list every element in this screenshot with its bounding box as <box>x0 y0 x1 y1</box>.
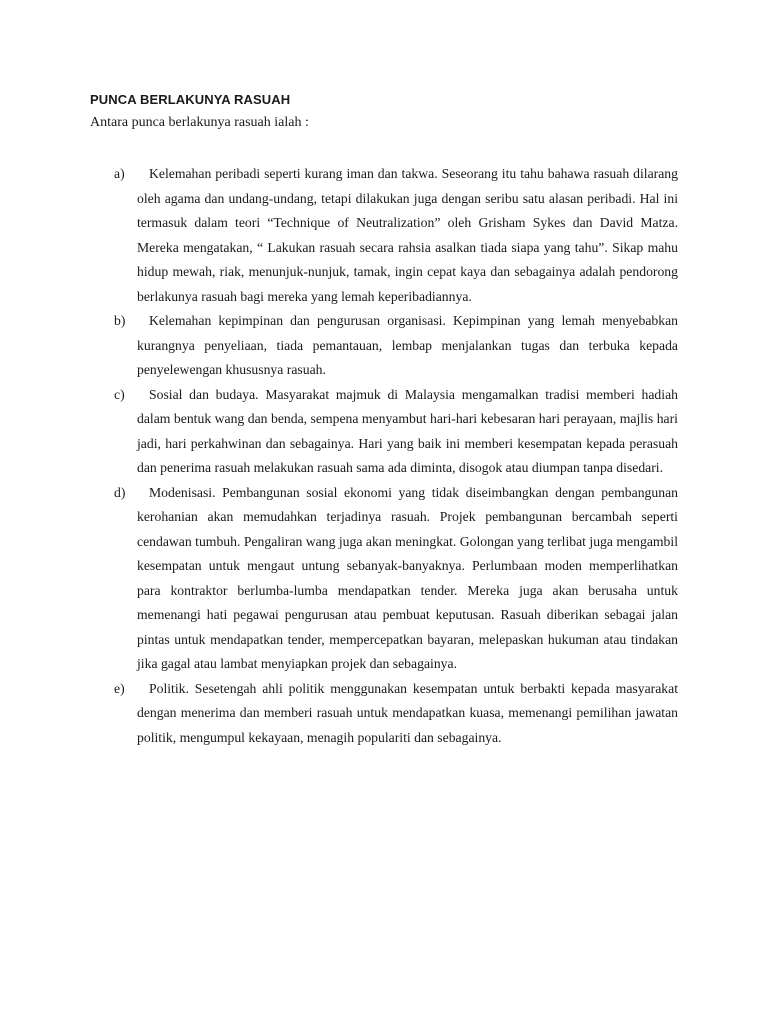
list-item-b <box>114 309 678 383</box>
list-item-text: Kelemahan kepimpinan dan pengurusan organisasi. Kepimpinan yang lemah menyebabkan kurangnya penyeliaan, tiada pemantauan, lembap menjalankan tugas dan terbuka kepada penyelewengan khususnya rasuah. <box>137 313 678 377</box>
list-marker: a) <box>114 166 125 181</box>
list-marker: c) <box>114 386 125 402</box>
list-item-text: Politik. Sesetengah ahli politik menggunakan kesempatan untuk berbakti kepada masyarakat dengan menerima dan memberi rasuah untuk mendapatkan kuasa, memenangi pemilihan jawatan politik, mengumpul kekayaan, menagih populariti dan sebagainya. <box>137 680 678 745</box>
list-item-e <box>114 677 678 751</box>
page-title: PUNCA BERLAKUNYA RASUAH <box>90 92 291 107</box>
list-item-text: Kelemahan peribadi seperti kurang iman dan takwa. Seseorang itu tahu bahawa rasuah dilarang oleh agama dan undang-undang, tetapi dilakukan juga dengan seribu satu alasan peribadi. Hal ini termasuk dalam teori “Technique of Neutralization” oleh Grisham Sykes dan David Matza. Mereka mengatakan, “ Lakukan rasuah secara rahsia asalkan tiada siapa yang tahu”. Sikap mahu hidup mewah, riak, menunjuk-nunjuk, tamak, ingin cepat kaya dan sebagainya adalah pendorong berlakunya rasuah bagi mereka yang lemah keperibadiannya. <box>137 166 678 304</box>
list-item-a <box>114 162 678 309</box>
list-marker: e) <box>114 680 125 696</box>
list-item-text: Sosial dan budaya. Masyarakat majmuk di Malaysia mengamalkan tradisi memberi hadiah dalam bentuk wang dan benda, sempena menyambut hari-hari kebesaran hari perayaan, majlis hari jadi, hari perkahwinan dan sebagainya. Hari yang baik ini memberi kesempatan kepada perasuah dan penerima rasuah melakukan rasuah sama ada diminta, disogok atau diumpan tanpa disedari. <box>137 386 678 475</box>
list-item-d <box>114 481 678 677</box>
list-marker: d) <box>114 484 126 500</box>
causes-list <box>114 162 678 750</box>
list-marker: b) <box>114 313 126 328</box>
list-item-text: Modenisasi. Pembangunan sosial ekonomi yang tidak diseimbangkan dengan pembangunan kerohanian akan memudahkan terjadinya rasuah. Projek pembangunan bercambah seperti cendawan tumbuh. Pengaliran wang juga akan meningkat. Golongan yang terlibat juga mengambil kesempatan untuk mengaut untung sebanyak-banyaknya. Perlumbaan moden memperlihatkan para kontraktor berlumba-lumba mendapatkan tender. Mereka juga akan berusaha untuk memenangi hati pegawai pengurusan atau pembuat keputusan. Rasuah diberikan sebagai jalan pintas untuk mendapatkan tender, mempercepatkan bayaran, melepaskan hukuman atau tindakan jika gagal atau lambat menyiapkan projek dan sebagainya. <box>137 484 678 671</box>
intro-text: Antara punca berlakunya rasuah ialah : <box>90 115 309 130</box>
list-item-c <box>114 383 678 481</box>
